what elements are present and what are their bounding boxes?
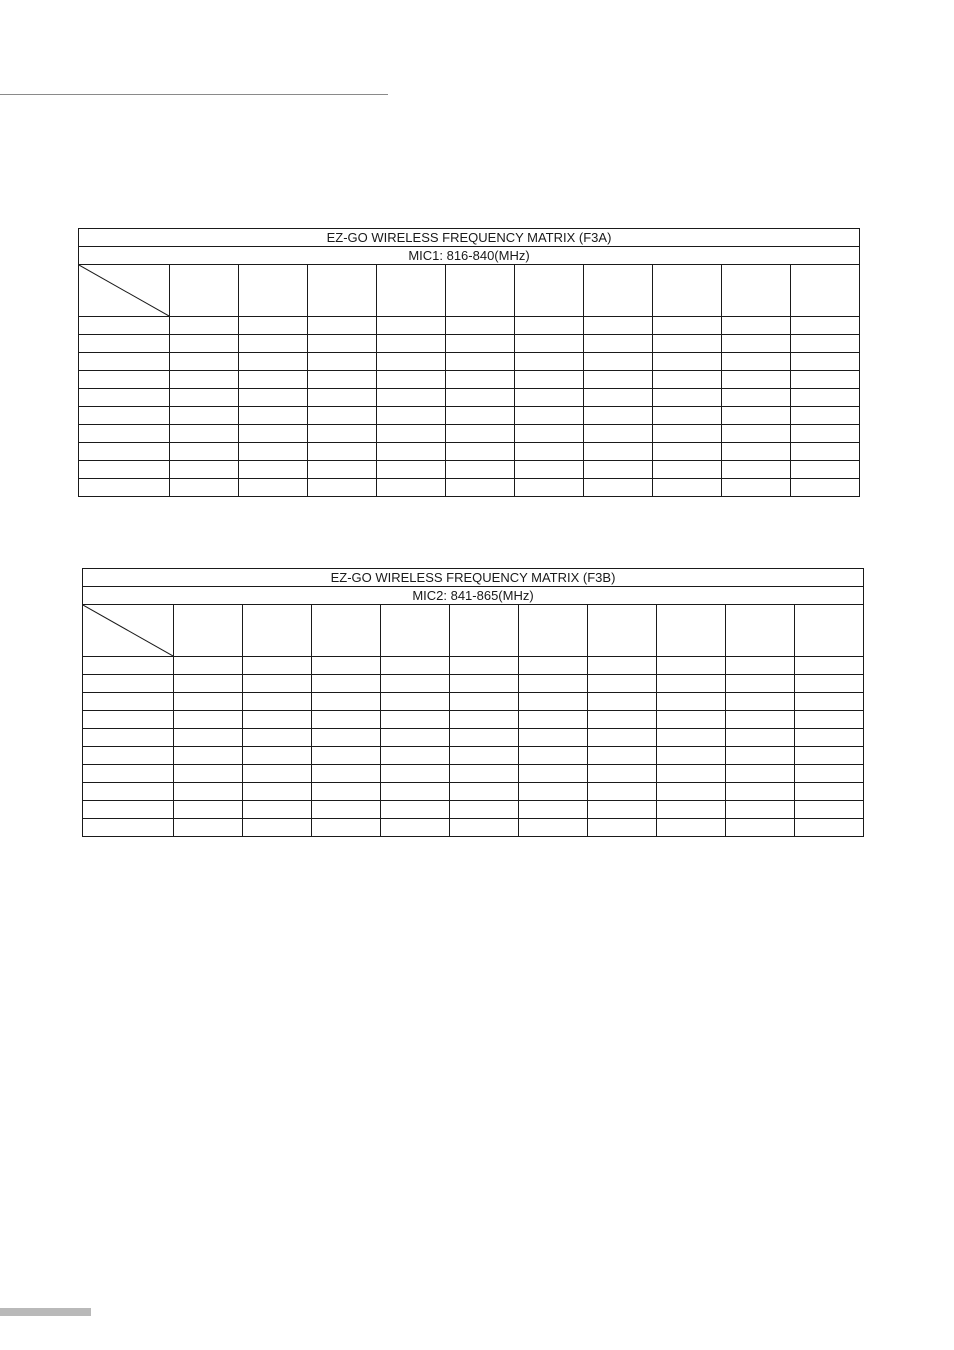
- matrix-row-label: [83, 675, 174, 693]
- matrix-cell: [515, 389, 584, 407]
- diagonal-divider: [79, 265, 169, 316]
- matrix-cell: [726, 801, 795, 819]
- matrix-cell: [795, 657, 864, 675]
- matrix-column-header: [653, 265, 722, 317]
- matrix-cell: [722, 425, 791, 443]
- matrix-cell: [450, 693, 519, 711]
- matrix-cell: [791, 353, 860, 371]
- matrix-cell: [170, 479, 239, 497]
- matrix-cell: [450, 801, 519, 819]
- matrix-cell: [726, 693, 795, 711]
- matrix-cell: [446, 353, 515, 371]
- frequency-matrix-f3a: [78, 228, 860, 497]
- matrix-cell: [726, 675, 795, 693]
- matrix-cell: [381, 657, 450, 675]
- matrix-cell: [450, 711, 519, 729]
- matrix-row-label: [79, 461, 170, 479]
- matrix-cell: [657, 729, 726, 747]
- matrix-title-row: [79, 229, 860, 247]
- matrix-cell: [377, 479, 446, 497]
- matrix-cell: [377, 353, 446, 371]
- matrix-column-header: [791, 265, 860, 317]
- matrix-column-header: [239, 265, 308, 317]
- matrix-corner-cell: [83, 605, 174, 657]
- matrix-cell: [239, 479, 308, 497]
- matrix-row-label: [83, 711, 174, 729]
- matrix-column-header: [722, 265, 791, 317]
- matrix-cell: [312, 675, 381, 693]
- matrix-cell: [519, 801, 588, 819]
- matrix-cell: [653, 407, 722, 425]
- matrix-cell: [515, 353, 584, 371]
- matrix-cell: [588, 747, 657, 765]
- matrix-cell: [450, 765, 519, 783]
- matrix-cell: [519, 657, 588, 675]
- matrix-cell: [795, 693, 864, 711]
- matrix-cell: [377, 317, 446, 335]
- matrix-cell: [243, 747, 312, 765]
- matrix-cell: [791, 371, 860, 389]
- matrix-cell: [450, 657, 519, 675]
- matrix-row-label: [79, 443, 170, 461]
- matrix-cell: [515, 461, 584, 479]
- matrix-title-row: [83, 569, 864, 587]
- matrix-cell: [722, 407, 791, 425]
- matrix-subtitle-row: [83, 587, 864, 605]
- matrix-cell: [791, 335, 860, 353]
- matrix-cell: [312, 693, 381, 711]
- matrix-cell: [722, 353, 791, 371]
- matrix-cell: [377, 407, 446, 425]
- matrix-cell: [657, 765, 726, 783]
- matrix-cell: [791, 461, 860, 479]
- matrix-cell: [312, 801, 381, 819]
- frequency-matrix-f3b: [82, 568, 864, 837]
- matrix-row: [83, 765, 864, 783]
- matrix-cell: [795, 783, 864, 801]
- matrix-cell: [377, 461, 446, 479]
- matrix-cell: [653, 353, 722, 371]
- matrix-cell: [795, 801, 864, 819]
- matrix-cell: [308, 389, 377, 407]
- matrix-cell: [519, 729, 588, 747]
- matrix-cell: [791, 317, 860, 335]
- matrix-row: [79, 425, 860, 443]
- matrix-cell: [795, 711, 864, 729]
- matrix-cell: [239, 389, 308, 407]
- matrix-cell: [308, 443, 377, 461]
- matrix-row-label: [79, 407, 170, 425]
- matrix-column-header: [312, 605, 381, 657]
- matrix-cell: [381, 693, 450, 711]
- matrix-row-label: [79, 317, 170, 335]
- matrix-column-header: [170, 265, 239, 317]
- matrix-cell: [653, 461, 722, 479]
- matrix-row: [83, 693, 864, 711]
- matrix-cell: [519, 765, 588, 783]
- matrix-cell: [377, 371, 446, 389]
- matrix-cell: [726, 711, 795, 729]
- matrix-row-label: [83, 729, 174, 747]
- matrix-cell: [381, 711, 450, 729]
- matrix-cell: [446, 371, 515, 389]
- matrix-cell: [308, 353, 377, 371]
- matrix-row: [83, 819, 864, 837]
- matrix-row: [79, 407, 860, 425]
- matrix-cell: [243, 711, 312, 729]
- matrix-cell: [653, 335, 722, 353]
- matrix-cell: [653, 317, 722, 335]
- matrix-cell: [243, 675, 312, 693]
- matrix-cell: [381, 729, 450, 747]
- matrix-cell: [308, 479, 377, 497]
- matrix-row: [79, 335, 860, 353]
- matrix-cell: [239, 407, 308, 425]
- matrix-header-row: [79, 265, 860, 317]
- matrix-cell: [722, 389, 791, 407]
- matrix-cell: [795, 747, 864, 765]
- matrix-column-header: [515, 265, 584, 317]
- matrix-title: EZ-GO WIRELESS FREQUENCY MATRIX (F3B): [83, 569, 864, 587]
- matrix-column-header: [726, 605, 795, 657]
- matrix-cell: [791, 389, 860, 407]
- matrix-row: [79, 317, 860, 335]
- matrix-cell: [312, 819, 381, 837]
- matrix-cell: [795, 765, 864, 783]
- matrix-cell: [446, 407, 515, 425]
- matrix-cell: [312, 711, 381, 729]
- matrix-cell: [726, 765, 795, 783]
- matrix-cell: [726, 819, 795, 837]
- matrix-cell: [722, 371, 791, 389]
- matrix-cell: [450, 729, 519, 747]
- matrix-cell: [795, 729, 864, 747]
- matrix-cell: [174, 657, 243, 675]
- matrix-cell: [519, 819, 588, 837]
- matrix-cell: [515, 407, 584, 425]
- matrix-cell: [450, 783, 519, 801]
- matrix-cell: [722, 461, 791, 479]
- matrix-cell: [381, 783, 450, 801]
- matrix-cell: [653, 425, 722, 443]
- matrix-column-header: [519, 605, 588, 657]
- matrix-cell: [726, 783, 795, 801]
- matrix-row-label: [83, 819, 174, 837]
- matrix-cell: [519, 693, 588, 711]
- matrix-cell: [381, 747, 450, 765]
- matrix-column-header: [381, 605, 450, 657]
- matrix-row-label: [79, 353, 170, 371]
- matrix-cell: [174, 675, 243, 693]
- matrix-body: [79, 229, 860, 497]
- matrix-cell: [653, 371, 722, 389]
- matrix-cell: [653, 443, 722, 461]
- matrix-cell: [584, 461, 653, 479]
- matrix-cell: [170, 443, 239, 461]
- matrix-cell: [170, 461, 239, 479]
- matrix-cell: [515, 371, 584, 389]
- matrix-cell: [243, 819, 312, 837]
- matrix-row-label: [79, 389, 170, 407]
- matrix-subtitle: MIC2: 841-865(MHz): [83, 587, 864, 605]
- matrix-cell: [312, 747, 381, 765]
- matrix-cell: [584, 335, 653, 353]
- matrix-cell: [243, 729, 312, 747]
- matrix-cell: [584, 479, 653, 497]
- matrix-cell: [584, 317, 653, 335]
- matrix-cell: [174, 747, 243, 765]
- matrix-cell: [450, 675, 519, 693]
- matrix-row-label: [79, 371, 170, 389]
- matrix-cell: [584, 389, 653, 407]
- matrix-column-header: [657, 605, 726, 657]
- matrix-cell: [381, 765, 450, 783]
- matrix-cell: [243, 765, 312, 783]
- matrix-column-header: [446, 265, 515, 317]
- matrix-cell: [588, 729, 657, 747]
- matrix-cell: [519, 711, 588, 729]
- matrix-row-label: [83, 693, 174, 711]
- matrix-row: [79, 479, 860, 497]
- matrix-cell: [174, 765, 243, 783]
- footer-bar: [0, 1308, 91, 1316]
- matrix-cell: [174, 783, 243, 801]
- matrix-cell: [722, 317, 791, 335]
- matrix-cell: [312, 657, 381, 675]
- matrix-row: [83, 711, 864, 729]
- matrix-row: [83, 801, 864, 819]
- matrix-row: [83, 729, 864, 747]
- matrix-header-row: [83, 605, 864, 657]
- matrix-cell: [239, 353, 308, 371]
- matrix-column-header: [377, 265, 446, 317]
- matrix-cell: [308, 407, 377, 425]
- matrix-row: [83, 747, 864, 765]
- matrix-row-label: [79, 479, 170, 497]
- matrix-cell: [308, 335, 377, 353]
- matrix-cell: [174, 693, 243, 711]
- matrix-cell: [243, 801, 312, 819]
- matrix-cell: [726, 729, 795, 747]
- matrix-cell: [170, 335, 239, 353]
- matrix-cell: [170, 407, 239, 425]
- matrix-cell: [243, 693, 312, 711]
- matrix-row-label: [83, 801, 174, 819]
- matrix-title: EZ-GO WIRELESS FREQUENCY MATRIX (F3A): [79, 229, 860, 247]
- matrix-cell: [657, 675, 726, 693]
- matrix-cell: [795, 675, 864, 693]
- matrix-cell: [722, 443, 791, 461]
- matrix-cell: [584, 407, 653, 425]
- matrix-row: [79, 461, 860, 479]
- matrix-cell: [657, 693, 726, 711]
- matrix-cell: [377, 389, 446, 407]
- matrix-cell: [170, 317, 239, 335]
- diagonal-divider: [83, 605, 173, 656]
- matrix-cell: [312, 765, 381, 783]
- matrix-cell: [239, 461, 308, 479]
- matrix-cell: [588, 711, 657, 729]
- matrix-cell: [446, 389, 515, 407]
- matrix-cell: [174, 819, 243, 837]
- matrix-cell: [515, 425, 584, 443]
- matrix-cell: [308, 461, 377, 479]
- matrix-row: [83, 657, 864, 675]
- matrix-cell: [446, 479, 515, 497]
- matrix-cell: [446, 317, 515, 335]
- matrix-cell: [446, 461, 515, 479]
- matrix-cell: [657, 801, 726, 819]
- matrix-column-header: [588, 605, 657, 657]
- matrix-cell: [170, 371, 239, 389]
- matrix-cell: [308, 317, 377, 335]
- matrix-cell: [515, 479, 584, 497]
- matrix-cell: [312, 783, 381, 801]
- matrix-body: [83, 569, 864, 837]
- matrix-row: [79, 443, 860, 461]
- matrix-row-label: [83, 657, 174, 675]
- matrix-column-header: [450, 605, 519, 657]
- matrix-cell: [170, 389, 239, 407]
- matrix-cell: [239, 317, 308, 335]
- matrix-cell: [170, 425, 239, 443]
- matrix-column-header: [584, 265, 653, 317]
- matrix-cell: [588, 675, 657, 693]
- matrix-cell: [657, 747, 726, 765]
- matrix-cell: [657, 819, 726, 837]
- matrix-row: [79, 389, 860, 407]
- matrix-cell: [791, 407, 860, 425]
- matrix-row-label: [83, 747, 174, 765]
- matrix-cell: [381, 801, 450, 819]
- matrix-cell: [588, 657, 657, 675]
- matrix-cell: [312, 729, 381, 747]
- matrix-cell: [588, 783, 657, 801]
- matrix-cell: [515, 443, 584, 461]
- matrix-cell: [239, 425, 308, 443]
- matrix-cell: [239, 335, 308, 353]
- matrix-cell: [588, 765, 657, 783]
- matrix-cell: [174, 711, 243, 729]
- matrix-cell: [584, 425, 653, 443]
- matrix-cell: [446, 443, 515, 461]
- matrix-cell: [446, 335, 515, 353]
- matrix-cell: [174, 729, 243, 747]
- matrix-cell: [653, 389, 722, 407]
- matrix-row: [83, 675, 864, 693]
- matrix-cell: [239, 443, 308, 461]
- matrix-cell: [239, 371, 308, 389]
- matrix-cell: [381, 819, 450, 837]
- matrix-cell: [657, 657, 726, 675]
- matrix-cell: [722, 335, 791, 353]
- matrix-cell: [795, 819, 864, 837]
- matrix-row: [79, 353, 860, 371]
- matrix-column-header: [795, 605, 864, 657]
- matrix-cell: [588, 819, 657, 837]
- matrix-cell: [450, 819, 519, 837]
- matrix-cell: [726, 747, 795, 765]
- matrix-row-label: [83, 765, 174, 783]
- matrix-column-header: [243, 605, 312, 657]
- matrix-cell: [588, 801, 657, 819]
- matrix-cell: [584, 371, 653, 389]
- matrix-row: [79, 371, 860, 389]
- matrix-cell: [450, 747, 519, 765]
- matrix-column-header: [308, 265, 377, 317]
- matrix-cell: [377, 443, 446, 461]
- matrix-cell: [791, 479, 860, 497]
- matrix-cell: [657, 783, 726, 801]
- matrix-column-header: [174, 605, 243, 657]
- matrix-cell: [588, 693, 657, 711]
- matrix-row-label: [83, 783, 174, 801]
- matrix-cell: [243, 657, 312, 675]
- matrix-cell: [243, 783, 312, 801]
- matrix-cell: [519, 675, 588, 693]
- matrix-subtitle: MIC1: 816-840(MHz): [79, 247, 860, 265]
- matrix-cell: [791, 425, 860, 443]
- header-rule: [0, 94, 388, 95]
- matrix-cell: [308, 425, 377, 443]
- matrix-corner-cell: [79, 265, 170, 317]
- matrix-cell: [381, 675, 450, 693]
- matrix-cell: [170, 353, 239, 371]
- matrix-cell: [722, 479, 791, 497]
- matrix-cell: [519, 747, 588, 765]
- matrix-cell: [377, 425, 446, 443]
- matrix-cell: [657, 711, 726, 729]
- matrix-cell: [515, 317, 584, 335]
- matrix-cell: [653, 479, 722, 497]
- matrix-row-label: [79, 335, 170, 353]
- matrix-cell: [174, 801, 243, 819]
- matrix-cell: [791, 443, 860, 461]
- matrix-cell: [519, 783, 588, 801]
- matrix-cell: [726, 657, 795, 675]
- matrix-row: [83, 783, 864, 801]
- matrix-cell: [377, 335, 446, 353]
- matrix-cell: [584, 353, 653, 371]
- matrix-cell: [584, 443, 653, 461]
- matrix-cell: [515, 335, 584, 353]
- matrix-cell: [446, 425, 515, 443]
- matrix-subtitle-row: [79, 247, 860, 265]
- matrix-row-label: [79, 425, 170, 443]
- matrix-cell: [308, 371, 377, 389]
